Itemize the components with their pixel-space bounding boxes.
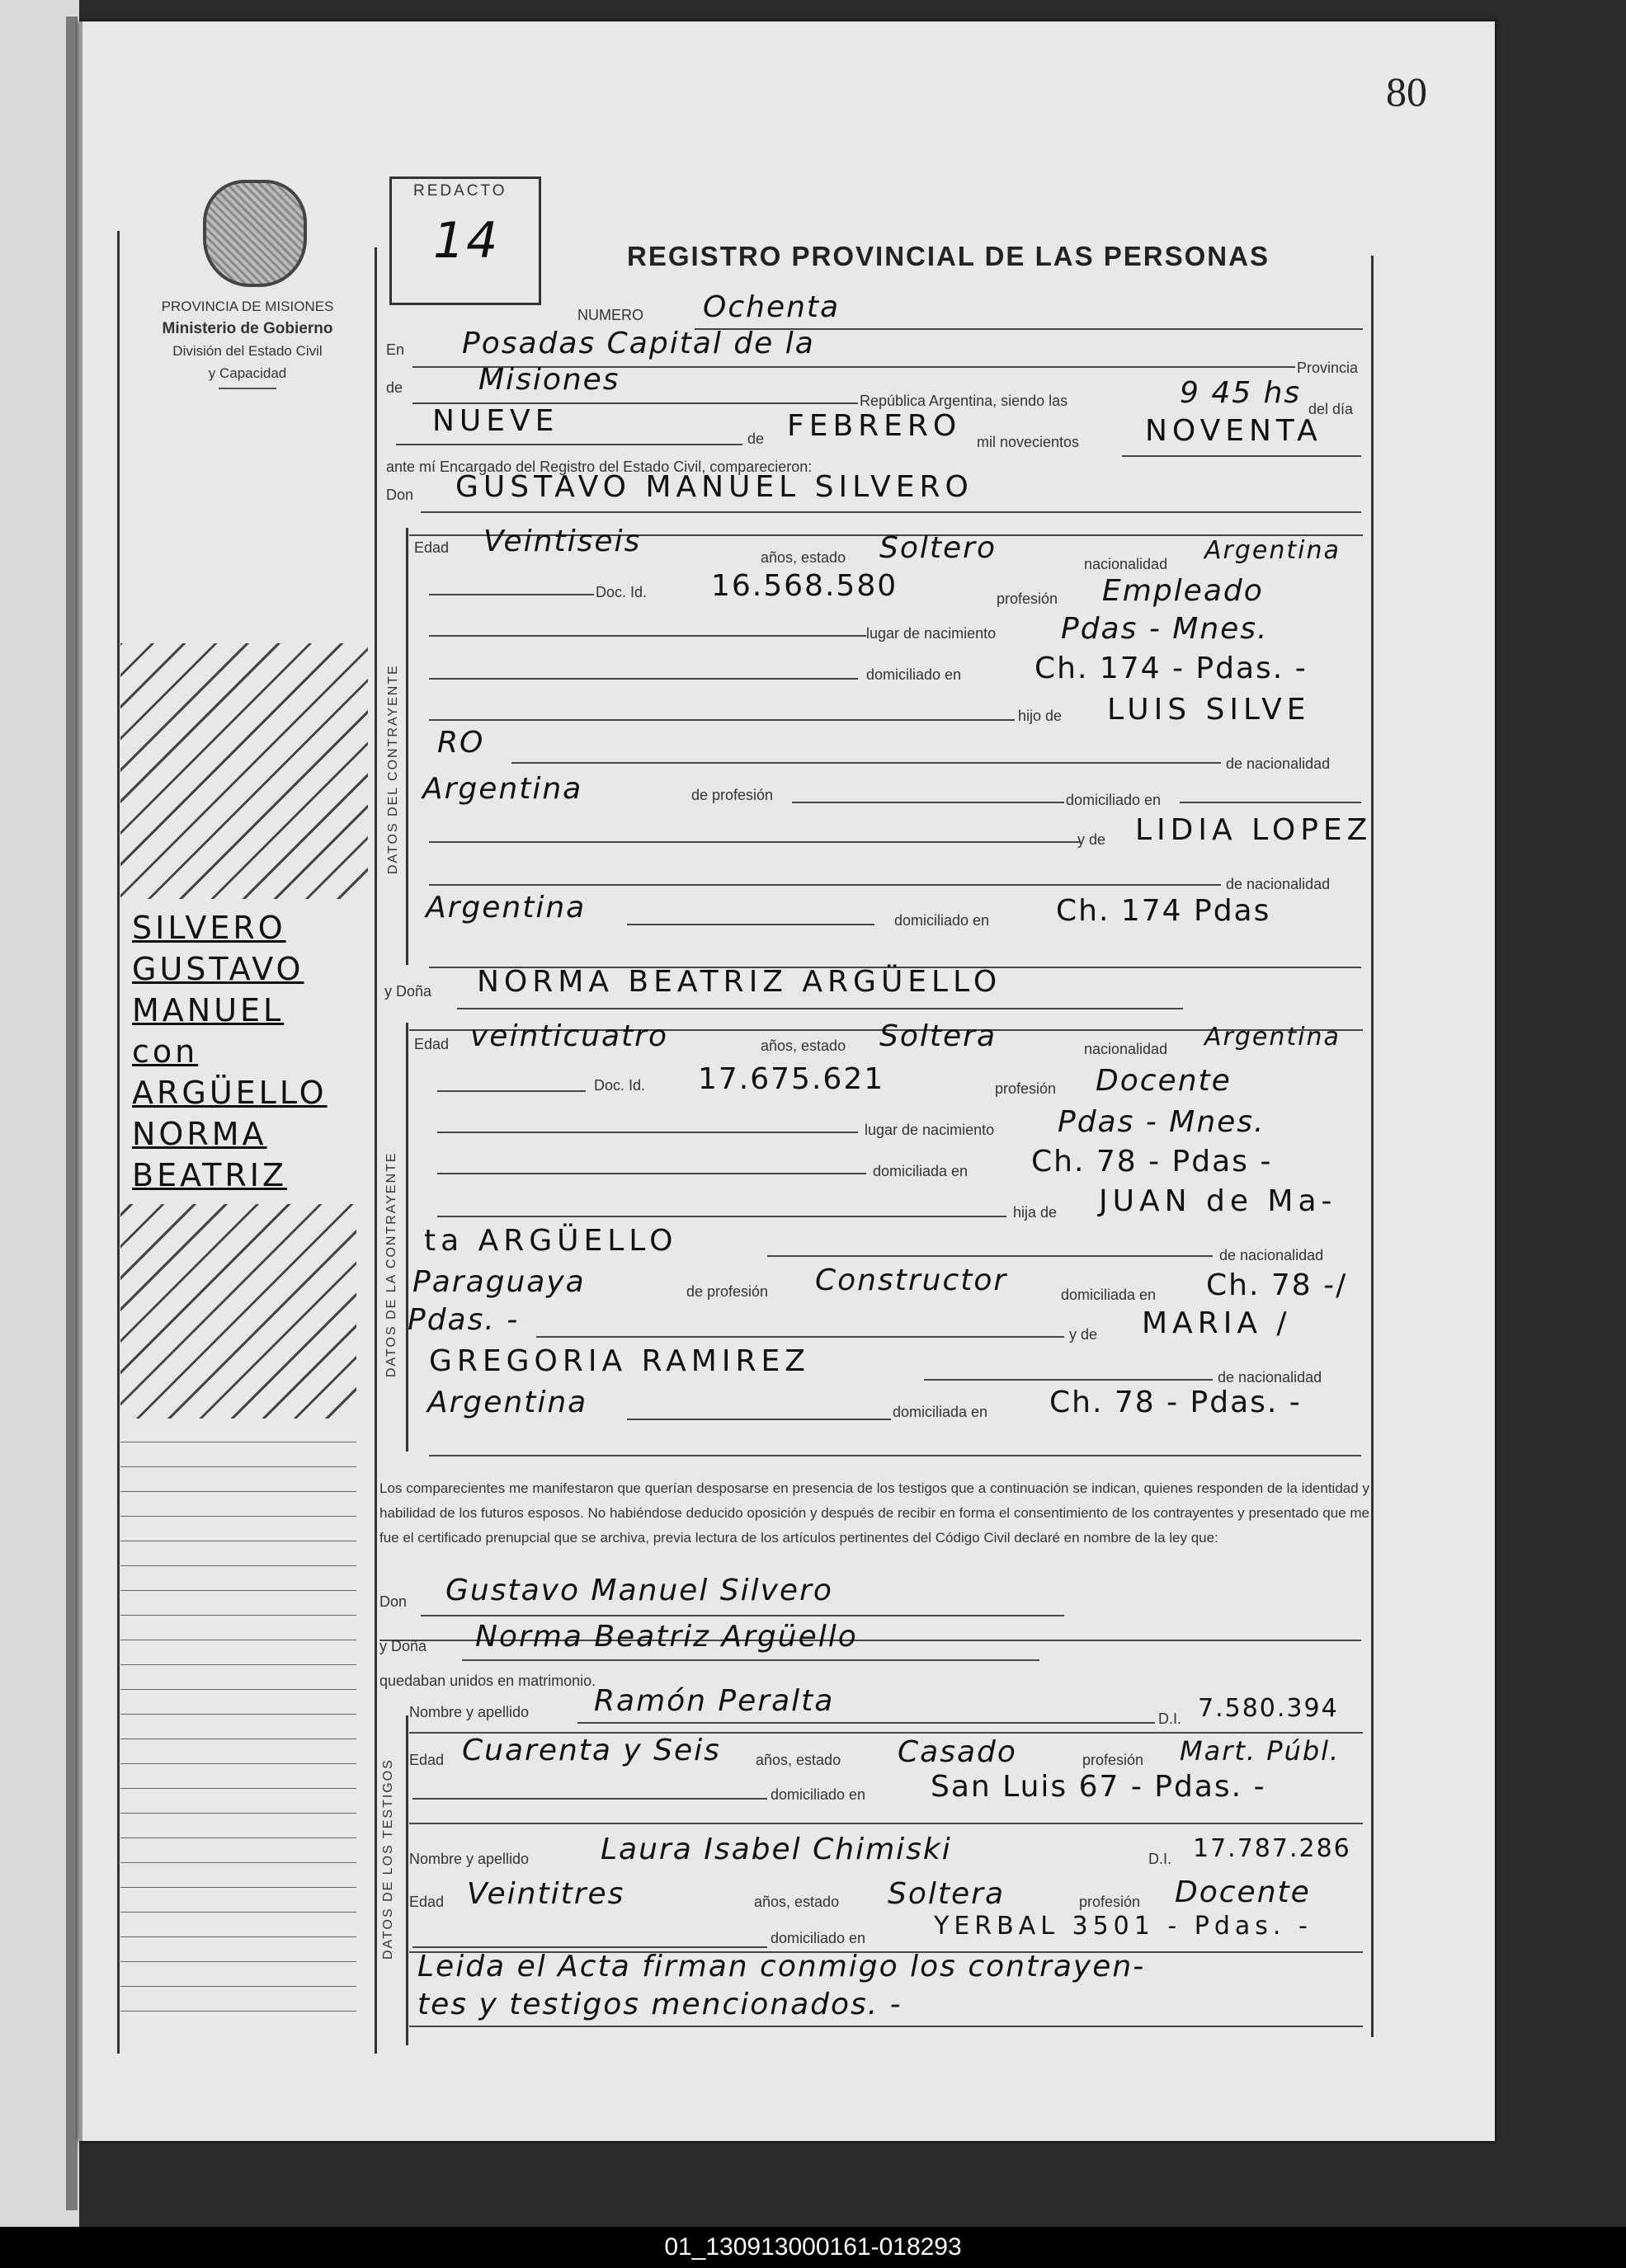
numero-value: Ochenta xyxy=(703,290,841,324)
t1-doc-value: 7.580.394 xyxy=(1198,1694,1339,1723)
contrayente-nombre: GUSTAVO MANUEL SILVERO xyxy=(455,470,973,504)
f-madre-nac-value: Argentina xyxy=(427,1386,588,1419)
nac-label: nacionalidad xyxy=(1084,556,1168,572)
t2-di-label: D.I. xyxy=(1148,1851,1172,1867)
anio-value: NOVENTA xyxy=(1145,414,1322,448)
hora-value: 9 45 hs xyxy=(1180,376,1302,410)
dom-line xyxy=(429,678,858,680)
t1-end-line xyxy=(409,1823,1363,1824)
t1-dom-label: domiciliado en xyxy=(771,1786,866,1803)
madre-dom-value: Ch. 174 Pdas xyxy=(1056,894,1271,928)
f-lugar-label: lugar de nacimiento xyxy=(865,1122,995,1138)
f-padre-dom-value: Ch. 78 -/ xyxy=(1206,1268,1348,1302)
t2-dom-label: domiciliado en xyxy=(771,1930,866,1946)
provincia-label: Provincia xyxy=(1297,360,1359,376)
t2-estado-value: Soltera xyxy=(888,1877,1006,1911)
anio-line xyxy=(1122,455,1361,457)
don-label: Don xyxy=(386,487,414,503)
numero-label: NUMERO xyxy=(577,307,643,323)
union-dona-value: Norma Beatriz Argüello xyxy=(475,1620,858,1654)
f-edad-label: Edad xyxy=(414,1036,450,1052)
padre-nac-value: Argentina xyxy=(422,772,583,806)
en-label: En xyxy=(386,341,405,358)
contrayente-f-nombre: NORMA BEATRIZ ARGÜELLO xyxy=(477,965,1002,999)
margin-name: SILVERO xyxy=(132,910,286,946)
union-dona-label: y Doña xyxy=(379,1638,427,1654)
f-de-nac-label: de nacionalidad xyxy=(1219,1247,1324,1263)
margin-rule xyxy=(120,1763,356,1764)
margin-name: GUSTAVO xyxy=(132,951,304,987)
dona-label: y Doña xyxy=(384,983,432,1000)
margin-rule xyxy=(120,1615,356,1616)
office-header xyxy=(115,295,379,393)
lugar-label: lugar de nacimiento xyxy=(866,625,997,642)
margin-rule xyxy=(120,1516,356,1517)
t1-anos-label: años, estado xyxy=(756,1752,841,1768)
dona-line xyxy=(457,1008,1183,1009)
margin-rule xyxy=(120,1813,356,1814)
hijo-label: hijo de xyxy=(1018,708,1063,724)
t1-dom-line xyxy=(412,1798,767,1800)
madre-dom-label: domiciliado en xyxy=(894,912,990,929)
form-left-rule xyxy=(375,247,377,2054)
closing-note-1: Leida el Acta firman conmigo los contrayen- xyxy=(417,1950,1146,1983)
f-dom-line xyxy=(437,1173,866,1174)
dom-label: domiciliado en xyxy=(866,666,962,683)
union-don-label: Don xyxy=(379,1593,408,1610)
margin-rule xyxy=(120,1466,356,1467)
margin-name: con xyxy=(132,1033,199,1070)
redacto-label: REDACTO xyxy=(413,182,507,200)
f-profesion-value: Docente xyxy=(1096,1064,1232,1098)
de2-label: de xyxy=(747,431,765,447)
t2-prof-label: profesión xyxy=(1079,1894,1141,1910)
y-de-line xyxy=(429,841,1081,843)
lugar-line xyxy=(429,635,866,637)
mes-value: FEBRERO xyxy=(787,409,962,443)
margin-names xyxy=(132,907,363,1196)
edad-value: Veintiseis xyxy=(483,525,642,558)
f-madre-de-nac-label: de nacionalidad xyxy=(1218,1369,1322,1386)
padre-line xyxy=(511,762,1221,764)
padre-value-1: LUIS SILVE xyxy=(1107,693,1311,727)
margin-name: MANUEL xyxy=(132,992,285,1028)
f-padre-nac-value: Paraguaya xyxy=(412,1265,586,1299)
anos-label: años, estado xyxy=(761,549,846,566)
margin-rule xyxy=(120,1862,356,1863)
quedaban-label: quedaban unidos en matrimonio. xyxy=(379,1673,596,1689)
f-hija-line xyxy=(437,1216,1006,1217)
padre-value-2: RO xyxy=(437,726,485,760)
de-label: de xyxy=(386,379,403,396)
t2-nombre-value: Laura Isabel Chimiski xyxy=(601,1833,952,1866)
f-doc-value: 17.675.621 xyxy=(698,1062,885,1096)
prof-label: profesión xyxy=(997,591,1058,607)
t1-nombre-line xyxy=(577,1722,1155,1724)
margin-name: NORMA xyxy=(132,1116,267,1152)
madre-de-nac-label: de nacionalidad xyxy=(1226,876,1331,892)
edad-label: Edad xyxy=(414,539,450,556)
hijo-line xyxy=(429,719,1015,721)
office-line4: y Capacidad xyxy=(208,365,287,381)
f-madre-nac-line xyxy=(627,1419,891,1420)
margin-rule xyxy=(120,1986,356,1987)
f-edad-value: veinticuatro xyxy=(470,1019,668,1053)
margin-hatching-top xyxy=(120,643,368,899)
t1-prof-value: Mart. Públ. xyxy=(1180,1735,1341,1767)
f-doc-label: Doc. Id. xyxy=(594,1077,646,1094)
margin-rule xyxy=(120,1887,356,1888)
padre-dom-line xyxy=(1180,802,1361,803)
declaration-paragraph: Los comparecientes me manifestaron que querían desposarse en presencia de los testigos que a continuación se indican, quienes responden de la identidad y habilidad de los futuros esposos. No habiéndose deducido oposición y después de recibir en forma el consentimiento de los contrayentes y presentado que me fue el certificado prenupcial que se archiva, previa lectura de los artículos pertinentes del Código Civil declaré en nombre de la ley que: xyxy=(379,1480,1369,1546)
ante-label: ante mí Encargado del Registro del Estado Civil, comparecieron: xyxy=(386,459,813,475)
left-margin-rule xyxy=(117,231,120,2054)
margin-rule xyxy=(120,1664,356,1665)
domicilio-value: Ch. 174 - Pdas. - xyxy=(1035,652,1308,685)
doc-value: 16.568.580 xyxy=(711,569,898,603)
f-padre-dom-value-2: Pdas. - xyxy=(408,1303,520,1337)
f-madre-line xyxy=(924,1379,1213,1381)
f-estado-value: Soltera xyxy=(879,1019,997,1053)
f-y-de-line xyxy=(536,1336,1064,1338)
office-line2: Ministerio de Gobierno xyxy=(162,320,333,337)
t2-nombre-label: Nombre y apellido xyxy=(409,1851,530,1867)
en-value: Posadas Capital de la xyxy=(462,327,815,360)
margin-rule xyxy=(120,1689,356,1690)
page-number: 80 xyxy=(1386,68,1427,115)
de-prof-label: de profesión xyxy=(691,787,774,803)
closing-note-2: tes y testigos mencionados. - xyxy=(417,1988,903,2021)
margin-rule xyxy=(120,1565,356,1566)
del-dia-label: del día xyxy=(1308,401,1354,417)
f-nac-label: nacionalidad xyxy=(1084,1041,1168,1057)
t2-anos-label: años, estado xyxy=(754,1894,840,1910)
madre-nac-value: Argentina xyxy=(426,891,587,925)
madre-line xyxy=(429,884,1221,886)
f-hija-label: hija de xyxy=(1013,1204,1058,1221)
f-anos-label: años, estado xyxy=(761,1038,846,1054)
t2-dom-line xyxy=(412,1946,767,1948)
f-madre-value-1: MARIA / xyxy=(1142,1306,1292,1340)
t1-edad-value: Cuarenta y Seis xyxy=(462,1734,721,1767)
t2-edad-value: Veintitres xyxy=(467,1877,625,1911)
f-padre-value-2: ta ARGÜELLO xyxy=(424,1224,678,1258)
margin-rule xyxy=(120,1912,356,1913)
margin-rule xyxy=(120,1491,356,1492)
republica-label: República Argentina, siendo las xyxy=(860,393,1068,409)
registry-title: REGISTRO PROVINCIAL DE LAS PERSONAS xyxy=(627,241,1270,271)
contrayente-f-rule xyxy=(406,1023,408,1452)
t1-prof-label: profesión xyxy=(1082,1752,1144,1768)
union-don-line xyxy=(421,1615,1064,1616)
form-right-rule xyxy=(1371,256,1374,2037)
madre-nac-line xyxy=(627,924,874,925)
f-madre-dom-label: domiciliada en xyxy=(893,1404,988,1420)
margin-rule xyxy=(120,1961,356,1962)
dia-value: NUEVE xyxy=(432,404,559,438)
f-padre-value-1: JUAN de Ma- xyxy=(1099,1184,1337,1218)
f-dom-label: domiciliada en xyxy=(873,1163,969,1179)
f-y-de-label: y de xyxy=(1069,1326,1098,1343)
closing-line xyxy=(409,2026,1363,2027)
contrayente-f-side-label: DATOS DE LA CONTRAYENTE xyxy=(384,1151,398,1377)
t2-doc-value: 17.787.286 xyxy=(1193,1834,1351,1863)
t1-di-label: D.I. xyxy=(1158,1710,1182,1727)
lugar-value: Pdas - Mnes. xyxy=(1061,612,1269,646)
t1-dom-value: San Luis 67 - Pdas. - xyxy=(931,1770,1266,1804)
province-crest-emblem xyxy=(203,180,307,287)
margin-rule xyxy=(120,1837,356,1838)
margin-name: BEATRIZ xyxy=(132,1157,287,1193)
t1-edad-label: Edad xyxy=(409,1752,445,1768)
redacto-value: 14 xyxy=(433,212,500,270)
dom2-label: domiciliado en xyxy=(1066,792,1162,808)
redacto-stamp xyxy=(389,176,541,305)
contrayente-f-end-line xyxy=(429,1455,1361,1456)
f-madre-dom-value: Ch. 78 - Pdas. - xyxy=(1049,1386,1302,1419)
t2-prof-value: Docente xyxy=(1175,1875,1311,1909)
t1-nombre-value: Ramón Peralta xyxy=(594,1684,835,1718)
estado-value: Soltero xyxy=(879,531,997,565)
margin-rule xyxy=(120,2011,356,2012)
margin-rule xyxy=(120,1590,356,1591)
doc-prefix-line xyxy=(429,594,594,595)
office-line3: División del Estado Civil xyxy=(172,343,323,359)
madre-value: LIDIA LOPEZ xyxy=(1135,813,1373,847)
f-doc-prefix-line xyxy=(437,1090,586,1092)
f-padre-line xyxy=(767,1255,1213,1257)
f-madre-value-2: GREGORIA RAMIREZ xyxy=(429,1344,810,1378)
margin-rule xyxy=(120,1714,356,1715)
union-dona-line xyxy=(462,1659,1039,1661)
contrayente-side-label: DATOS DEL CONTRAYENTE xyxy=(386,664,400,874)
f-padre-prof-value: Constructor xyxy=(815,1263,1008,1297)
margin-name: ARGÜELLO xyxy=(132,1075,328,1111)
f-de-prof-label: de profesión xyxy=(686,1283,769,1300)
f-prof-label: profesión xyxy=(995,1080,1057,1097)
office-divider xyxy=(219,388,276,389)
f-lugar-value: Pdas - Mnes. xyxy=(1058,1105,1265,1139)
t1-nombre-label: Nombre y apellido xyxy=(409,1704,530,1720)
f-domicilio-value: Ch. 78 - Pdas - xyxy=(1031,1145,1273,1179)
f-dom2-label: domiciliada en xyxy=(1061,1287,1157,1303)
y-de-label: y de xyxy=(1077,831,1106,848)
de-nac-label: de nacionalidad xyxy=(1226,755,1331,772)
f-lugar-line xyxy=(437,1132,858,1133)
nacionalidad-value: Argentina xyxy=(1204,536,1341,565)
profesion-value: Empleado xyxy=(1102,574,1264,608)
doc-label: Doc. Id. xyxy=(596,584,648,600)
f-nacionalidad-value: Argentina xyxy=(1204,1023,1341,1052)
padre-prof-line xyxy=(792,802,1064,803)
margin-hatching-bottom xyxy=(120,1204,356,1419)
margin-rule xyxy=(120,1936,356,1937)
contrayente-rule xyxy=(406,528,408,965)
image-id-footer: 01_130913000161-018293 xyxy=(0,2227,1626,2268)
de-value: Misiones xyxy=(478,363,620,397)
testigos-side-label: DATOS DE LOS TESTIGOS xyxy=(381,1758,395,1960)
mil-label: mil novecientos xyxy=(977,434,1080,450)
don-line xyxy=(421,511,1361,513)
t2-edad-label: Edad xyxy=(409,1894,445,1910)
t1-estado-value: Casado xyxy=(898,1735,1017,1769)
union-don-value: Gustavo Manuel Silvero xyxy=(445,1574,833,1607)
testigos-rule xyxy=(406,1715,408,2045)
margin-rule xyxy=(120,1788,356,1789)
dia-line xyxy=(396,444,742,445)
book-gutter xyxy=(66,16,78,2210)
t2-dom-value: YERBAL 3501 - Pdas. - xyxy=(934,1912,1313,1941)
office-line1: PROVINCIA DE MISIONES xyxy=(161,299,334,314)
